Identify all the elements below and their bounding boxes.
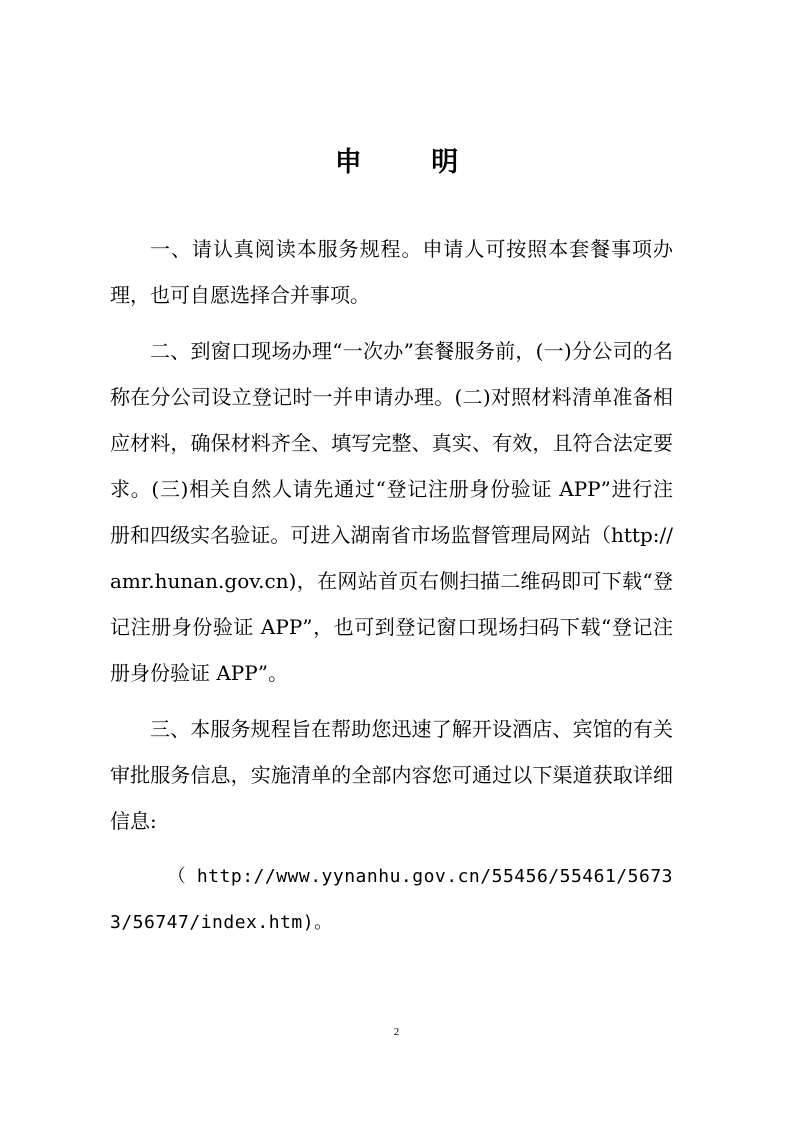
page-number: 2: [393, 1026, 400, 1038]
paragraph-1: 一、请认真阅读本服务规程。申请人可按照本套餐事项办理，也可自愿选择合并事项。: [110, 237, 673, 307]
paragraph-2: 二、到窗口现场办理“一次办”套餐服务前，(一)分公司的名称在分公司设立登记时一并申请办理。(二)对照材料清单准备相应材料，确保材料齐全、填写完整、真实、有效，且符合法定要求。(三)相关自然人请先通过“登记注册身份验证 APP”进行注册和四级实名验证。可进入湖南省市场监督管理局网站（http://amr.hunan.gov.cn)，在网站首页右侧扫描二维码即可下载“登记注册身份验证 APP”，也可到登记窗口现场扫码下载“登记注册身份验证 APP”。: [110, 339, 673, 685]
page-title: 申 明: [334, 147, 489, 178]
document-body: [110, 226, 673, 956]
info-url-link[interactable]: （http://www.yynanhu.gov.cn/55456/55461/56733/56747/index.htm)。: [110, 866, 673, 933]
paragraph-3: 三、本服务规程旨在帮助您迅速了解开设酒店、宾馆的有关审批服务信息，实施清单的全部内容您可通过以下渠道获取详细信息:: [110, 717, 673, 833]
